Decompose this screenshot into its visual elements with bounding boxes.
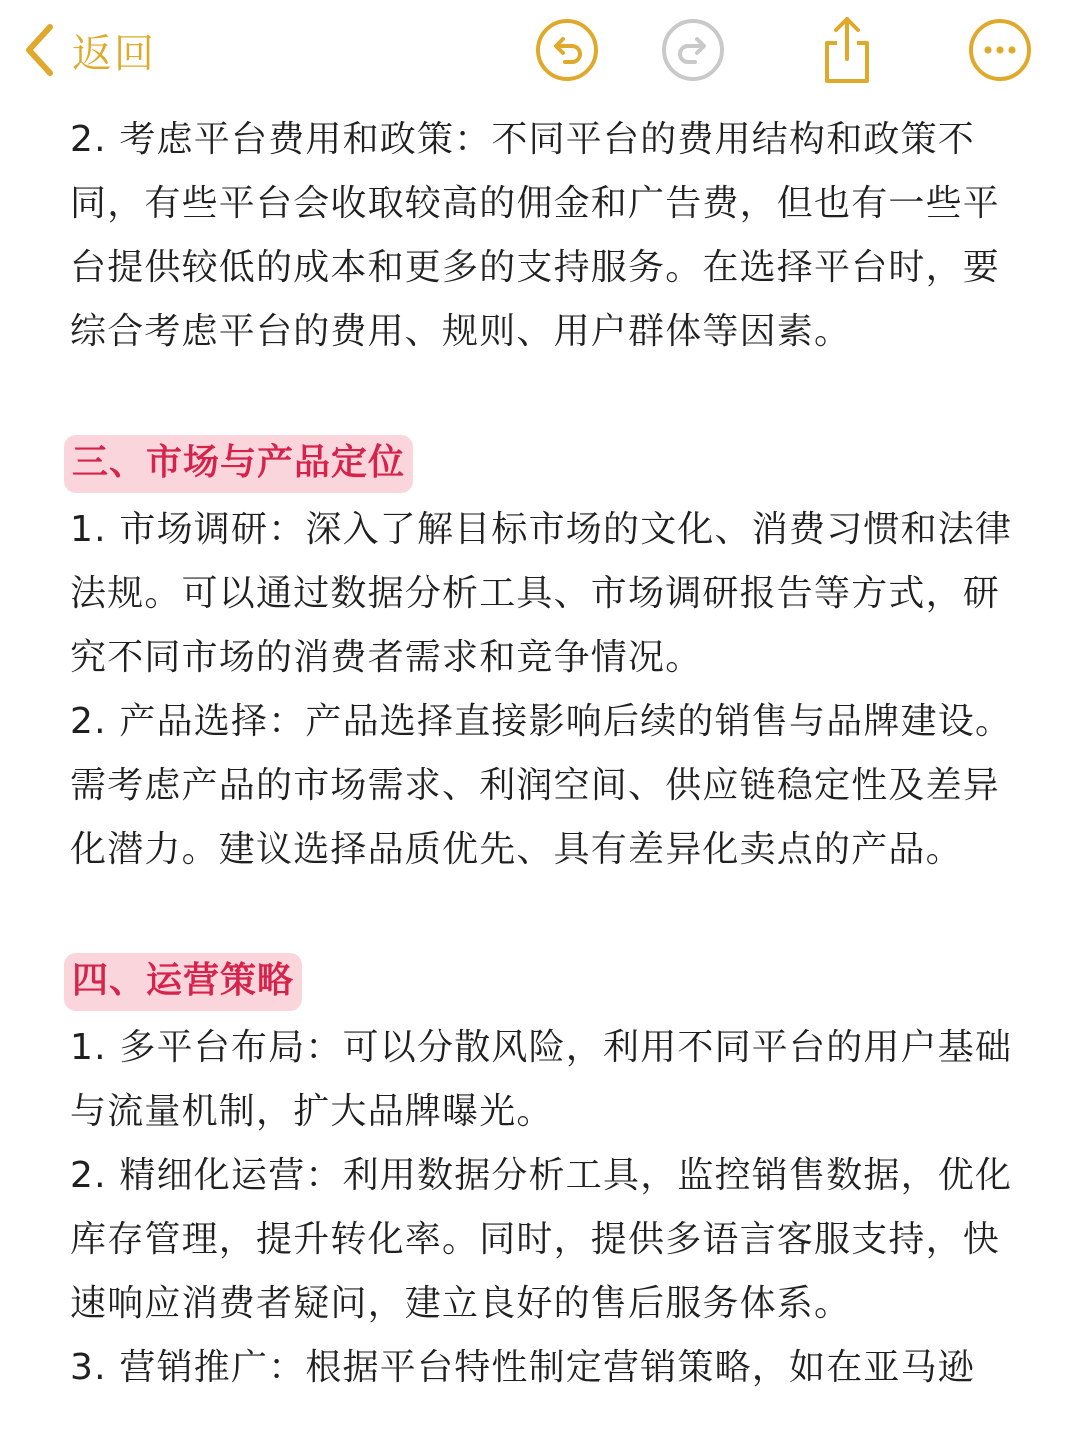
section-spacer: [70, 882, 1020, 942]
chevron-left-icon: [22, 22, 56, 78]
paragraph-marketing-promotion: 3. 营销推广：根据平台特性制定营销策略，如在亚马逊: [70, 1347, 975, 1388]
section-heading-row: [70, 950, 1020, 1014]
more-button[interactable]: [964, 14, 1036, 86]
share-button[interactable]: [811, 14, 883, 86]
redo-button[interactable]: [657, 14, 729, 86]
redo-icon: [660, 17, 726, 83]
back-label: 返回: [72, 30, 156, 77]
undo-icon: [534, 17, 600, 83]
undo-button[interactable]: [531, 14, 603, 86]
paragraph-refined-operations: 2. 精细化运营：利用数据分析工具，监控销售数据，优化库存管理，提升转化率。同时，提供多语言客服支持，快速响应消费者疑问，建立良好的售后服务体系。: [70, 1155, 1013, 1324]
back-button[interactable]: [22, 14, 156, 86]
section-spacer: [70, 364, 1020, 424]
section-heading-operations-strategy: 四、运营策略: [64, 953, 302, 1011]
note-body[interactable]: [70, 108, 1020, 1400]
paragraph-multi-platform: 1. 多平台布局：可以分散风险，利用不同平台的用户基础与流量机制，扩大品牌曝光。: [70, 1027, 1013, 1132]
section-heading-market-positioning: 三、市场与产品定位: [64, 435, 413, 493]
more-icon: [967, 17, 1033, 83]
top-nav-bar: [0, 0, 1080, 100]
share-icon: [817, 15, 877, 85]
paragraph-product-selection: 2. 产品选择：产品选择直接影响后续的销售与品牌建设。需考虑产品的市场需求、利润空间、供应链稳定性及差异化潜力。建议选择品质优先、具有差异化卖点的产品。: [70, 701, 1013, 870]
paragraph-market-research: 1. 市场调研：深入了解目标市场的文化、消费习惯和法律法规。可以通过数据分析工具、市场调研报告等方式，研究不同市场的消费者需求和竞争情况。: [70, 509, 1013, 678]
section-heading-row: [70, 432, 1020, 496]
paragraph-platform-fees: 2. 考虑平台费用和政策：不同平台的费用结构和政策不同，有些平台会收取较高的佣金和广告费，但也有一些平台提供较低的成本和更多的支持服务。在选择平台时，要综合考虑平台的费用、规则、用户群体等因素。: [70, 119, 1001, 352]
